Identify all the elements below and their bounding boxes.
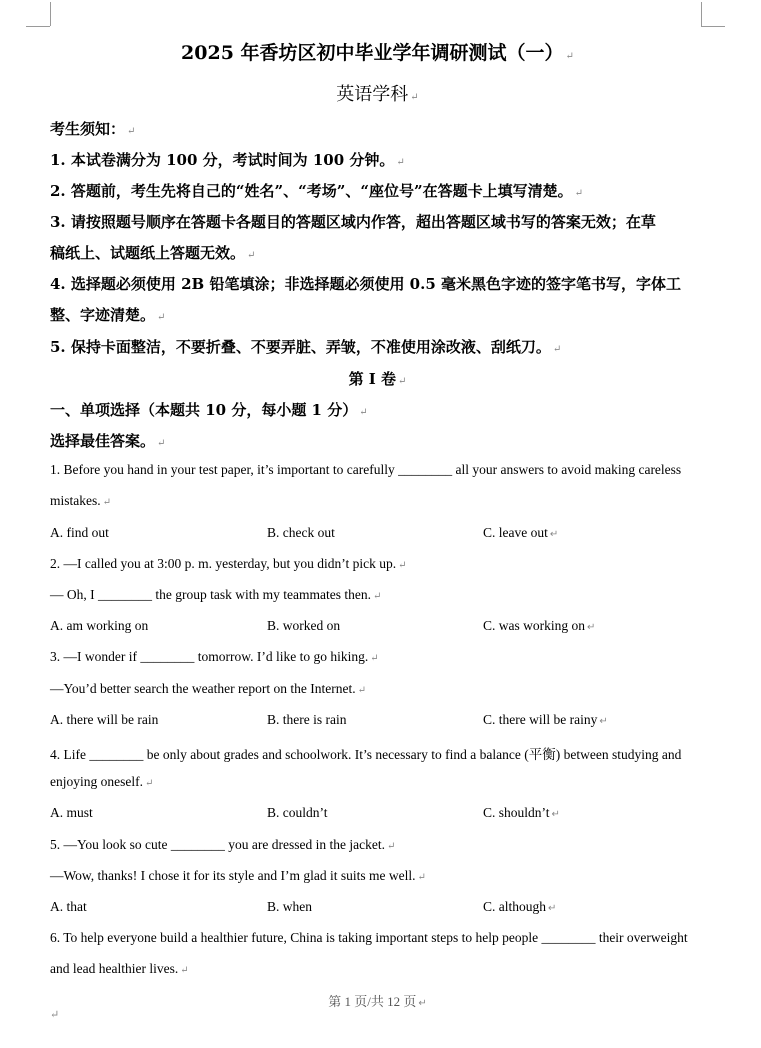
paragraph-mark: ↵ <box>157 312 166 323</box>
paragraph-mark: ↵ <box>247 250 256 261</box>
question-4-option-c: C. shouldn’t ↵ <box>483 805 560 820</box>
question-5-option-c: C. although ↵ <box>483 899 557 914</box>
paragraph-mark: ↵ <box>418 998 427 1009</box>
paragraph-mark: ↵ <box>157 438 166 449</box>
document-title: 2025 年香坊区初中毕业学年调研测试（一） ↵ <box>181 42 574 64</box>
question-1-option-b: B. check out <box>267 525 335 540</box>
question-4-text-cont: enjoying oneself. ↵ <box>50 774 154 789</box>
question-5-text-cont: —Wow, thanks! I chose it for its style and I’m glad it suits me well. ↵ <box>50 868 426 883</box>
part-instruction: 选择最佳答案。 ↵ <box>50 432 166 450</box>
question-4-option-a: A. must <box>50 805 93 820</box>
question-4-option-b: B. couldn’t <box>267 805 328 820</box>
question-2-option-c: C. was working on ↵ <box>483 618 596 633</box>
question-3-option-b: B. there is rain <box>267 712 347 727</box>
paragraph-mark: ↵ <box>102 497 112 508</box>
paragraph-mark: ↵ <box>357 685 367 696</box>
paragraph-mark: ↵ <box>386 841 396 852</box>
question-2-option-b: B. worked on <box>267 618 341 633</box>
question-6-text: 6. To help everyone build a healthier future, China is taking important steps to help people ________ their overweight <box>50 930 688 945</box>
notice-item: 1. 本试卷满分为 100 分，考试时间为 100 分钟。 ↵ <box>50 151 405 169</box>
paragraph-mark: ↵ <box>398 376 407 387</box>
question-2-option-a: A. am working on <box>50 618 149 633</box>
paragraph-mark: ↵ <box>359 407 368 418</box>
paragraph-mark: ↵ <box>574 188 584 199</box>
question-3-option-c: C. there will be rainy ↵ <box>483 712 608 727</box>
crop-mark-top-left-v <box>50 2 51 26</box>
notice-item: 2. 答题前，考生先将自己的“姓名”、“考场”、“座位号”在答题卡上填写清楚。 ↵ <box>50 182 584 200</box>
notice-heading: 考生须知： ↵ <box>50 120 136 138</box>
notice-item: 5. 保持卡面整洁，不要折叠、不要弄脏、弄皱，不准使用涂改液、刮纸刀。 ↵ <box>50 338 562 356</box>
paragraph-mark: ↵ <box>552 344 562 355</box>
paragraph-mark: ↵ <box>549 529 559 540</box>
paragraph-mark: ↵ <box>599 716 608 727</box>
crop-mark-top-left-h <box>26 26 50 27</box>
paragraph-mark: ↵ <box>548 903 557 914</box>
paragraph-mark: ↵ <box>565 51 574 62</box>
question-1-option-c: C. leave out ↵ <box>483 525 559 540</box>
crop-mark-top-right-v <box>701 2 702 26</box>
paragraph-mark: ↵ <box>180 965 189 976</box>
notice-item: 整、字迹清楚。 ↵ <box>50 306 166 324</box>
paragraph-mark: ↵ <box>551 809 560 820</box>
crop-mark-top-right-h <box>701 26 725 27</box>
paragraph-mark: ↵ <box>372 591 382 602</box>
paragraph-mark: ↵ <box>127 126 136 137</box>
volume-heading: 第 I 卷 ↵ <box>348 370 407 388</box>
question-3-option-a: A. there will be rain <box>50 712 159 727</box>
notice-item: 3. 请按照题号顺序在答题卡各题目的答题区域内作答，超出答题区域书写的答案无效；在草 <box>50 213 656 231</box>
paragraph-mark: ↵ <box>370 653 379 664</box>
paragraph-mark: ↵ <box>410 92 419 103</box>
paragraph-mark: ↵ <box>144 778 154 789</box>
paragraph-mark: ↵ <box>398 560 407 571</box>
question-5-option-b: B. when <box>267 899 312 914</box>
page-footer: 第 1 页/共 12 页 ↵ <box>328 994 427 1009</box>
subject-title: 英语学科 ↵ <box>336 84 419 105</box>
paragraph-mark: ↵ <box>417 872 426 883</box>
question-6-text-cont: and lead healthier lives. ↵ <box>50 961 189 976</box>
question-3-text: 3. —I wonder if ________ tomorrow. I’d like to go hiking. ↵ <box>50 649 379 664</box>
paragraph-mark: ↵ <box>587 622 596 633</box>
notice-item: 稿纸上、试题纸上答题无效。 ↵ <box>50 244 256 262</box>
question-1-option-a: A. find out <box>50 525 109 540</box>
question-4-text: 4. Life ________ be only about grades and schoolwork. It’s necessary to find a balance (平衡) between studying and <box>50 747 682 762</box>
question-1-text-cont: mistakes. ↵ <box>50 493 112 508</box>
question-5-text: 5. —You look so cute ________ you are dressed in the jacket. ↵ <box>50 837 396 852</box>
trailing-paragraph-mark: ↵ <box>50 1008 60 1021</box>
question-3-text-cont: —You’d better search the weather report on the Internet. ↵ <box>50 681 367 696</box>
notice-item: 4. 选择题必须使用 2B 铅笔填涂；非选择题必须使用 0.5 毫米黑色字迹的签字笔书写，字体工 <box>50 275 681 293</box>
question-2-text-cont: — Oh, I ________ the group task with my teammates then. ↵ <box>50 587 382 602</box>
part-heading: 一、单项选择（本题共 10 分，每小题 1 分） ↵ <box>50 401 368 419</box>
question-2-text: 2. —I called you at 3:00 p. m. yesterday, but you didn’t pick up. ↵ <box>50 556 407 571</box>
paragraph-mark: ↵ <box>396 157 405 168</box>
question-5-option-a: A. that <box>50 899 87 914</box>
question-1-text: 1. Before you hand in your test paper, it’s important to carefully ________ all your answers to avoid making careless <box>50 462 682 477</box>
